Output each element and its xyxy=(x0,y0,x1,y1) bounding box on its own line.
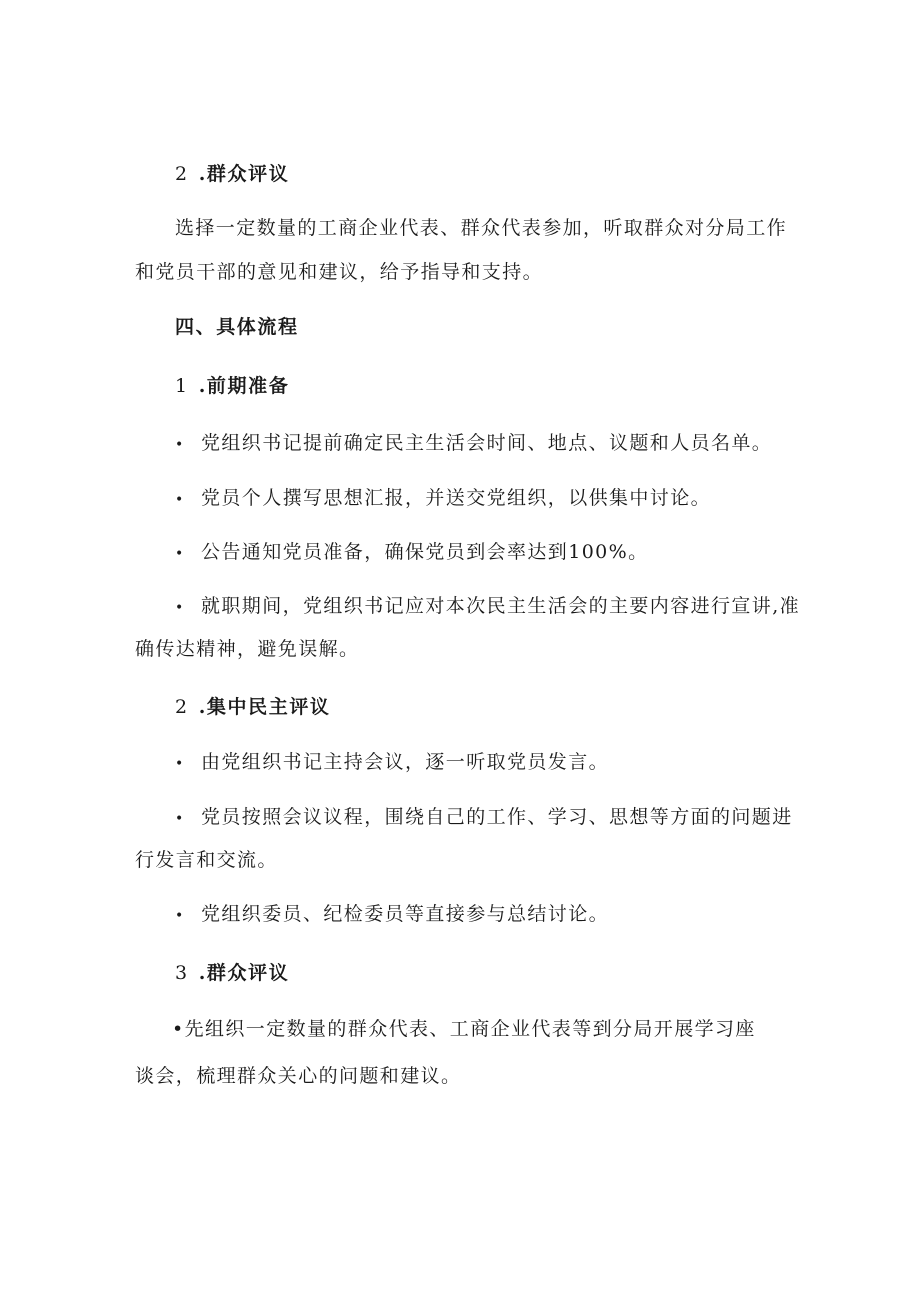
heading-number: 2 xyxy=(175,696,189,718)
list-item xyxy=(175,434,772,455)
list-item-text: 先组织一定数量的群众代表、工商企业代表等到分局开展学习座 xyxy=(184,1018,756,1040)
list-item-continuation: 确传达精神，避免误解。 xyxy=(135,638,360,660)
list-item xyxy=(175,808,793,829)
list-item-continuation: 行发言和交流。 xyxy=(135,849,278,871)
section-heading-process: 四、具体流程 xyxy=(175,316,299,338)
subsection-heading-preparation xyxy=(175,377,289,396)
heading-text: .前期准备 xyxy=(198,375,290,397)
bullet-marker: • xyxy=(175,546,185,562)
heading-number: 1 xyxy=(175,375,189,397)
heading-text: .群众评议 xyxy=(198,962,290,984)
heading-number: 2 xyxy=(175,163,189,185)
bullet-marker: • xyxy=(175,756,185,772)
list-item xyxy=(172,1020,756,1039)
list-item-continuation: 谈会，梳理群众关心的问题和建议。 xyxy=(135,1065,462,1087)
paragraph-line: 选择一定数量的工商企业代表、群众代表参加，听取群众对分局工作 xyxy=(175,217,788,239)
bullet-marker: • xyxy=(175,811,185,827)
list-item-text: 由党组织书记主持会议，逐一听取党员发言。 xyxy=(201,751,610,773)
list-item-text: 党组织书记提前确定民主生活会时间、地点、议题和人员名单。 xyxy=(201,432,773,454)
list-item-text: 公告通知党员准备，确保党员到会率达到100%。 xyxy=(201,541,649,563)
bullet-marker: • xyxy=(175,492,185,508)
bullet-marker: • xyxy=(172,1018,185,1040)
section-heading-masses-review xyxy=(175,165,289,184)
bullet-marker: • xyxy=(175,600,185,616)
list-item xyxy=(175,597,800,618)
subsection-heading-masses-review xyxy=(175,964,289,983)
list-item-text: 党员个人撰写思想汇报，并送交党组织，以供集中讨论。 xyxy=(201,487,712,509)
heading-text: .群众评议 xyxy=(198,163,290,185)
paragraph-line: 和党员干部的意见和建议，给予指导和支持。 xyxy=(135,261,544,283)
list-item xyxy=(175,489,711,510)
list-item xyxy=(175,905,609,926)
list-item xyxy=(175,543,649,564)
heading-number: 3 xyxy=(175,962,189,984)
list-item-text: 党组织委员、纪检委员等直接参与总结讨论。 xyxy=(201,903,610,925)
heading-text: .集中民主评议 xyxy=(198,696,331,718)
bullet-marker: • xyxy=(175,908,185,924)
bullet-marker: • xyxy=(175,437,185,453)
list-item-text: 党员按照会议议程，围绕自己的工作、学习、思想等方面的问题进 xyxy=(201,806,793,828)
subsection-heading-democratic-review xyxy=(175,698,331,717)
list-item xyxy=(175,753,609,774)
list-item-text: 就职期间，党组织书记应对本次民主生活会的主要内容进行宣讲,准 xyxy=(201,595,801,617)
